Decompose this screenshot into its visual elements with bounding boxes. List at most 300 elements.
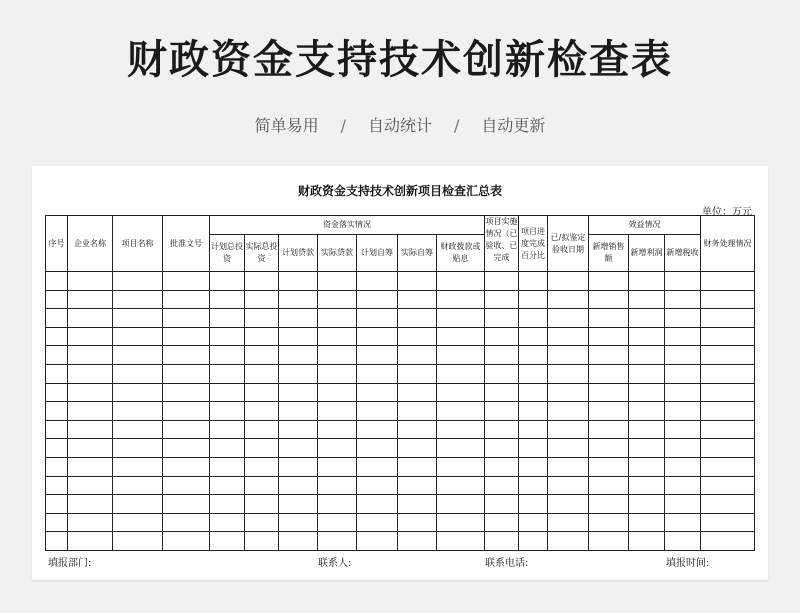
table-cell[interactable] xyxy=(701,309,755,328)
table-cell[interactable] xyxy=(437,290,485,309)
table-cell[interactable] xyxy=(629,457,665,476)
table-cell[interactable] xyxy=(519,439,548,458)
table-row xyxy=(46,290,755,309)
table-cell[interactable] xyxy=(589,457,629,476)
table-cell[interactable] xyxy=(245,513,279,532)
header-new-profit: 新增利润 xyxy=(629,235,665,272)
table-cell[interactable] xyxy=(548,513,589,532)
table-cell[interactable] xyxy=(629,383,665,402)
table-cell[interactable] xyxy=(589,476,629,495)
table-cell[interactable] xyxy=(665,290,701,309)
table-cell[interactable] xyxy=(68,457,113,476)
table-cell[interactable] xyxy=(163,309,210,328)
table-cell[interactable] xyxy=(279,309,318,328)
table-cell[interactable] xyxy=(548,420,589,439)
table-cell[interactable] xyxy=(279,364,318,383)
table-cell[interactable] xyxy=(163,439,210,458)
table-cell[interactable] xyxy=(548,457,589,476)
table-cell[interactable] xyxy=(68,327,113,346)
table-cell[interactable] xyxy=(210,272,245,291)
table-cell[interactable] xyxy=(437,309,485,328)
table-cell[interactable] xyxy=(437,364,485,383)
table-cell[interactable] xyxy=(398,327,437,346)
table-cell[interactable] xyxy=(589,532,629,551)
table-cell[interactable] xyxy=(279,439,318,458)
table-cell[interactable] xyxy=(629,476,665,495)
table-cell[interactable] xyxy=(318,272,357,291)
header-new-sales: 新增销售额 xyxy=(589,235,629,272)
table-cell[interactable] xyxy=(318,364,357,383)
table-cell[interactable] xyxy=(357,402,398,421)
table-cell[interactable] xyxy=(665,495,701,514)
table-cell[interactable] xyxy=(210,457,245,476)
table-cell[interactable] xyxy=(437,476,485,495)
table-cell[interactable] xyxy=(437,420,485,439)
table-cell[interactable] xyxy=(46,476,68,495)
table-cell[interactable] xyxy=(701,272,755,291)
table-cell[interactable] xyxy=(357,513,398,532)
table-cell[interactable] xyxy=(245,364,279,383)
table-cell[interactable] xyxy=(398,513,437,532)
table-cell[interactable] xyxy=(629,532,665,551)
table-cell[interactable] xyxy=(279,290,318,309)
table-cell[interactable] xyxy=(318,457,357,476)
table-cell[interactable] xyxy=(548,476,589,495)
footer-date: 填报时间: xyxy=(666,558,710,569)
table-cell[interactable] xyxy=(665,383,701,402)
table-cell[interactable] xyxy=(357,383,398,402)
table-cell[interactable] xyxy=(113,476,163,495)
table-cell[interactable] xyxy=(210,327,245,346)
table-cell[interactable] xyxy=(398,420,437,439)
table-cell[interactable] xyxy=(398,532,437,551)
table-cell[interactable] xyxy=(665,272,701,291)
table-cell[interactable] xyxy=(357,420,398,439)
table-cell[interactable] xyxy=(210,290,245,309)
table-row xyxy=(46,346,755,365)
table-cell[interactable] xyxy=(629,513,665,532)
table-cell[interactable] xyxy=(318,346,357,365)
table-cell[interactable] xyxy=(548,495,589,514)
table-cell[interactable] xyxy=(318,495,357,514)
table-cell[interactable] xyxy=(46,402,68,421)
table-cell[interactable] xyxy=(210,402,245,421)
table-cell[interactable] xyxy=(519,532,548,551)
table-cell[interactable] xyxy=(701,346,755,365)
table-cell[interactable] xyxy=(210,309,245,328)
table-cell[interactable] xyxy=(68,476,113,495)
table-cell[interactable] xyxy=(701,476,755,495)
table-cell[interactable] xyxy=(46,457,68,476)
table-cell[interactable] xyxy=(245,383,279,402)
table-cell[interactable] xyxy=(437,513,485,532)
table-cell[interactable] xyxy=(210,420,245,439)
table-cell[interactable] xyxy=(665,476,701,495)
table-cell[interactable] xyxy=(398,439,437,458)
table-cell[interactable] xyxy=(163,513,210,532)
table-cell[interactable] xyxy=(589,309,629,328)
table-cell[interactable] xyxy=(398,383,437,402)
table-cell[interactable] xyxy=(357,290,398,309)
table-cell[interactable] xyxy=(398,309,437,328)
table-cell[interactable] xyxy=(210,476,245,495)
table-cell[interactable] xyxy=(113,290,163,309)
table-cell[interactable] xyxy=(701,402,755,421)
table-cell[interactable] xyxy=(629,290,665,309)
table-cell[interactable] xyxy=(485,476,519,495)
table-cell[interactable] xyxy=(163,457,210,476)
table-cell[interactable] xyxy=(485,513,519,532)
table-cell[interactable] xyxy=(548,383,589,402)
table-cell[interactable] xyxy=(68,439,113,458)
table-cell[interactable] xyxy=(357,532,398,551)
table-cell[interactable] xyxy=(519,346,548,365)
table-cell[interactable] xyxy=(629,346,665,365)
table-cell[interactable] xyxy=(68,513,113,532)
table-cell[interactable] xyxy=(113,457,163,476)
table-cell[interactable] xyxy=(398,272,437,291)
table-cell[interactable] xyxy=(519,364,548,383)
table-cell[interactable] xyxy=(163,272,210,291)
table-cell[interactable] xyxy=(589,439,629,458)
table-cell[interactable] xyxy=(46,309,68,328)
header-plan-total-invest: 计划总投资 xyxy=(210,235,245,272)
table-cell[interactable] xyxy=(113,402,163,421)
table-cell[interactable] xyxy=(398,346,437,365)
table-cell[interactable] xyxy=(665,346,701,365)
table-cell[interactable] xyxy=(589,495,629,514)
table-cell[interactable] xyxy=(245,457,279,476)
table-cell[interactable] xyxy=(46,420,68,439)
table-cell[interactable] xyxy=(437,327,485,346)
table-cell[interactable] xyxy=(163,532,210,551)
table-cell[interactable] xyxy=(245,420,279,439)
sheet-footer xyxy=(48,554,752,568)
table-cell[interactable] xyxy=(398,495,437,514)
table-cell[interactable] xyxy=(245,290,279,309)
table-cell[interactable] xyxy=(113,513,163,532)
table-cell[interactable] xyxy=(210,495,245,514)
table-cell[interactable] xyxy=(279,402,318,421)
table-cell[interactable] xyxy=(163,420,210,439)
table-cell[interactable] xyxy=(357,476,398,495)
table-cell[interactable] xyxy=(485,439,519,458)
table-cell[interactable] xyxy=(589,513,629,532)
table-cell[interactable] xyxy=(68,346,113,365)
table-cell[interactable] xyxy=(279,420,318,439)
table-cell[interactable] xyxy=(210,383,245,402)
table-cell[interactable] xyxy=(113,439,163,458)
table-cell[interactable] xyxy=(279,383,318,402)
table-cell[interactable] xyxy=(548,402,589,421)
table-cell[interactable] xyxy=(318,327,357,346)
table-cell[interactable] xyxy=(245,495,279,514)
table-cell[interactable] xyxy=(589,402,629,421)
table-cell[interactable] xyxy=(485,364,519,383)
table-cell[interactable] xyxy=(245,309,279,328)
table-cell[interactable] xyxy=(163,290,210,309)
table-cell[interactable] xyxy=(46,439,68,458)
table-cell[interactable] xyxy=(318,513,357,532)
table-cell[interactable] xyxy=(210,513,245,532)
table-cell[interactable] xyxy=(629,420,665,439)
table-cell[interactable] xyxy=(519,420,548,439)
table-cell[interactable] xyxy=(318,402,357,421)
header-fiscal-grant: 财政拨款或贴息 xyxy=(437,235,485,272)
header-acceptance-date: 已/拟鉴定验收日期 xyxy=(548,216,589,272)
footer-department: 填报部门: xyxy=(48,558,92,569)
table-cell[interactable] xyxy=(68,290,113,309)
table-cell[interactable] xyxy=(548,290,589,309)
table-cell[interactable] xyxy=(519,272,548,291)
table-cell[interactable] xyxy=(665,439,701,458)
table-cell[interactable] xyxy=(318,476,357,495)
table-cell[interactable] xyxy=(485,290,519,309)
table-cell[interactable] xyxy=(398,402,437,421)
header-benefit-group: 效益情况 xyxy=(589,216,701,235)
table-cell[interactable] xyxy=(589,364,629,383)
table-cell[interactable] xyxy=(548,439,589,458)
table-cell[interactable] xyxy=(629,495,665,514)
table-cell[interactable] xyxy=(113,383,163,402)
table-cell[interactable] xyxy=(701,532,755,551)
table-cell[interactable] xyxy=(46,272,68,291)
table-cell[interactable] xyxy=(701,290,755,309)
table-cell[interactable] xyxy=(68,420,113,439)
table-cell[interactable] xyxy=(113,532,163,551)
table-cell[interactable] xyxy=(437,439,485,458)
table-cell[interactable] xyxy=(357,309,398,328)
table-cell[interactable] xyxy=(665,364,701,383)
tagline xyxy=(0,113,800,136)
table-cell[interactable] xyxy=(629,272,665,291)
table-cell[interactable] xyxy=(318,532,357,551)
table-cell[interactable] xyxy=(245,327,279,346)
header-seq: 序号 xyxy=(46,216,68,272)
table-cell[interactable] xyxy=(318,290,357,309)
table-cell[interactable] xyxy=(589,383,629,402)
table-cell[interactable] xyxy=(357,457,398,476)
table-cell[interactable] xyxy=(701,439,755,458)
table-cell[interactable] xyxy=(485,327,519,346)
table-cell[interactable] xyxy=(210,364,245,383)
table-cell[interactable] xyxy=(701,513,755,532)
table-cell[interactable] xyxy=(210,439,245,458)
table-cell[interactable] xyxy=(279,327,318,346)
table-cell[interactable] xyxy=(485,420,519,439)
table-cell[interactable] xyxy=(46,290,68,309)
table-cell[interactable] xyxy=(589,327,629,346)
table-row xyxy=(46,476,755,495)
table-cell[interactable] xyxy=(357,439,398,458)
table-cell[interactable] xyxy=(279,495,318,514)
table-cell[interactable] xyxy=(485,457,519,476)
table-cell[interactable] xyxy=(398,476,437,495)
table-cell[interactable] xyxy=(46,346,68,365)
table-cell[interactable] xyxy=(163,402,210,421)
table-cell[interactable] xyxy=(113,495,163,514)
table-cell[interactable] xyxy=(113,346,163,365)
table-cell[interactable] xyxy=(519,309,548,328)
table-cell[interactable] xyxy=(46,327,68,346)
tagline-separator: / xyxy=(340,116,346,135)
table-cell[interactable] xyxy=(245,476,279,495)
table-cell[interactable] xyxy=(398,364,437,383)
table-cell[interactable] xyxy=(210,532,245,551)
table-cell[interactable] xyxy=(701,457,755,476)
table-cell[interactable] xyxy=(46,513,68,532)
table-cell[interactable] xyxy=(68,532,113,551)
sheet-title: 财政资金支持技术创新项目检查汇总表 xyxy=(297,184,502,198)
table-cell[interactable] xyxy=(279,346,318,365)
table-cell[interactable] xyxy=(629,439,665,458)
table-cell[interactable] xyxy=(357,272,398,291)
table-cell[interactable] xyxy=(113,272,163,291)
table-cell[interactable] xyxy=(701,327,755,346)
table-cell[interactable] xyxy=(357,346,398,365)
table-cell[interactable] xyxy=(485,346,519,365)
table-cell[interactable] xyxy=(485,309,519,328)
table-cell[interactable] xyxy=(46,383,68,402)
table-cell[interactable] xyxy=(398,290,437,309)
table-cell[interactable] xyxy=(519,327,548,346)
table-cell[interactable] xyxy=(548,272,589,291)
table-cell[interactable] xyxy=(519,513,548,532)
table-row xyxy=(46,327,755,346)
table-cell[interactable] xyxy=(437,402,485,421)
table-cell[interactable] xyxy=(519,383,548,402)
table-cell[interactable] xyxy=(279,476,318,495)
table-cell[interactable] xyxy=(548,327,589,346)
table-cell[interactable] xyxy=(589,272,629,291)
table-cell[interactable] xyxy=(665,513,701,532)
table-cell[interactable] xyxy=(46,532,68,551)
table-cell[interactable] xyxy=(113,364,163,383)
tagline-item-easy: 简单易用 xyxy=(254,116,319,135)
table-row xyxy=(46,402,755,421)
table-cell[interactable] xyxy=(68,309,113,328)
table-cell[interactable] xyxy=(589,420,629,439)
table-cell[interactable] xyxy=(113,420,163,439)
table-cell[interactable] xyxy=(113,309,163,328)
table-cell[interactable] xyxy=(357,364,398,383)
unit-label: 单位：万元 xyxy=(702,207,752,218)
table-cell[interactable] xyxy=(701,420,755,439)
table-cell[interactable] xyxy=(279,272,318,291)
footer-phone: 联系电话: xyxy=(485,558,529,569)
table-cell[interactable] xyxy=(485,383,519,402)
table-cell[interactable] xyxy=(318,420,357,439)
table-cell[interactable] xyxy=(629,364,665,383)
table-cell[interactable] xyxy=(665,327,701,346)
table-cell[interactable] xyxy=(485,532,519,551)
table-cell[interactable] xyxy=(163,495,210,514)
table-cell[interactable] xyxy=(485,402,519,421)
table-cell[interactable] xyxy=(245,532,279,551)
table-cell[interactable] xyxy=(437,383,485,402)
header-actual-self-fund: 实际自筹 xyxy=(398,235,437,272)
table-cell[interactable] xyxy=(46,364,68,383)
table-cell[interactable] xyxy=(665,309,701,328)
table-cell[interactable] xyxy=(589,290,629,309)
table-cell[interactable] xyxy=(279,532,318,551)
table-cell[interactable] xyxy=(665,457,701,476)
footer-contact: 联系人: xyxy=(318,558,352,569)
table-cell[interactable] xyxy=(68,495,113,514)
table-cell[interactable] xyxy=(163,476,210,495)
table-cell[interactable] xyxy=(519,290,548,309)
table-cell[interactable] xyxy=(665,420,701,439)
table-cell[interactable] xyxy=(519,457,548,476)
table-cell[interactable] xyxy=(318,383,357,402)
table-cell[interactable] xyxy=(163,383,210,402)
table-cell[interactable] xyxy=(245,272,279,291)
table-cell[interactable] xyxy=(398,457,437,476)
table-cell[interactable] xyxy=(68,402,113,421)
table-cell[interactable] xyxy=(485,495,519,514)
table-cell[interactable] xyxy=(629,402,665,421)
table-cell[interactable] xyxy=(318,439,357,458)
table-cell[interactable] xyxy=(68,364,113,383)
table-cell[interactable] xyxy=(210,346,245,365)
table-cell[interactable] xyxy=(245,439,279,458)
table-cell[interactable] xyxy=(437,346,485,365)
table-cell[interactable] xyxy=(548,532,589,551)
table-cell[interactable] xyxy=(163,346,210,365)
table-cell[interactable] xyxy=(519,402,548,421)
table-cell[interactable] xyxy=(68,383,113,402)
header-actual-total-invest: 实际总投资 xyxy=(245,235,279,272)
table-row xyxy=(46,532,755,551)
table-cell[interactable] xyxy=(437,457,485,476)
table-cell[interactable] xyxy=(46,495,68,514)
table-cell[interactable] xyxy=(519,495,548,514)
tagline-item-auto-update: 自动更新 xyxy=(481,116,546,135)
table-cell[interactable] xyxy=(279,457,318,476)
table-cell[interactable] xyxy=(279,513,318,532)
table-cell[interactable] xyxy=(437,272,485,291)
header-actual-loan: 实际贷款 xyxy=(318,235,357,272)
table-cell[interactable] xyxy=(163,364,210,383)
header-plan-self-fund: 计划自筹 xyxy=(357,235,398,272)
table-cell[interactable] xyxy=(701,495,755,514)
table-cell[interactable] xyxy=(318,309,357,328)
table-cell[interactable] xyxy=(548,364,589,383)
table-cell[interactable] xyxy=(68,272,113,291)
table-cell[interactable] xyxy=(589,346,629,365)
table-cell[interactable] xyxy=(665,402,701,421)
table-cell[interactable] xyxy=(629,327,665,346)
table-cell[interactable] xyxy=(357,495,398,514)
table-cell[interactable] xyxy=(163,327,210,346)
table-cell[interactable] xyxy=(629,309,665,328)
table-cell[interactable] xyxy=(548,346,589,365)
table-cell[interactable] xyxy=(701,383,755,402)
table-cell[interactable] xyxy=(113,327,163,346)
table-row xyxy=(46,439,755,458)
table-cell[interactable] xyxy=(519,476,548,495)
table-cell[interactable] xyxy=(437,532,485,551)
table-cell[interactable] xyxy=(357,327,398,346)
table-cell[interactable] xyxy=(245,402,279,421)
table-cell[interactable] xyxy=(437,495,485,514)
table-cell[interactable] xyxy=(548,309,589,328)
table-cell[interactable] xyxy=(701,364,755,383)
table-cell[interactable] xyxy=(665,532,701,551)
table-row xyxy=(46,272,755,291)
table-cell[interactable] xyxy=(485,272,519,291)
table-cell[interactable] xyxy=(245,346,279,365)
